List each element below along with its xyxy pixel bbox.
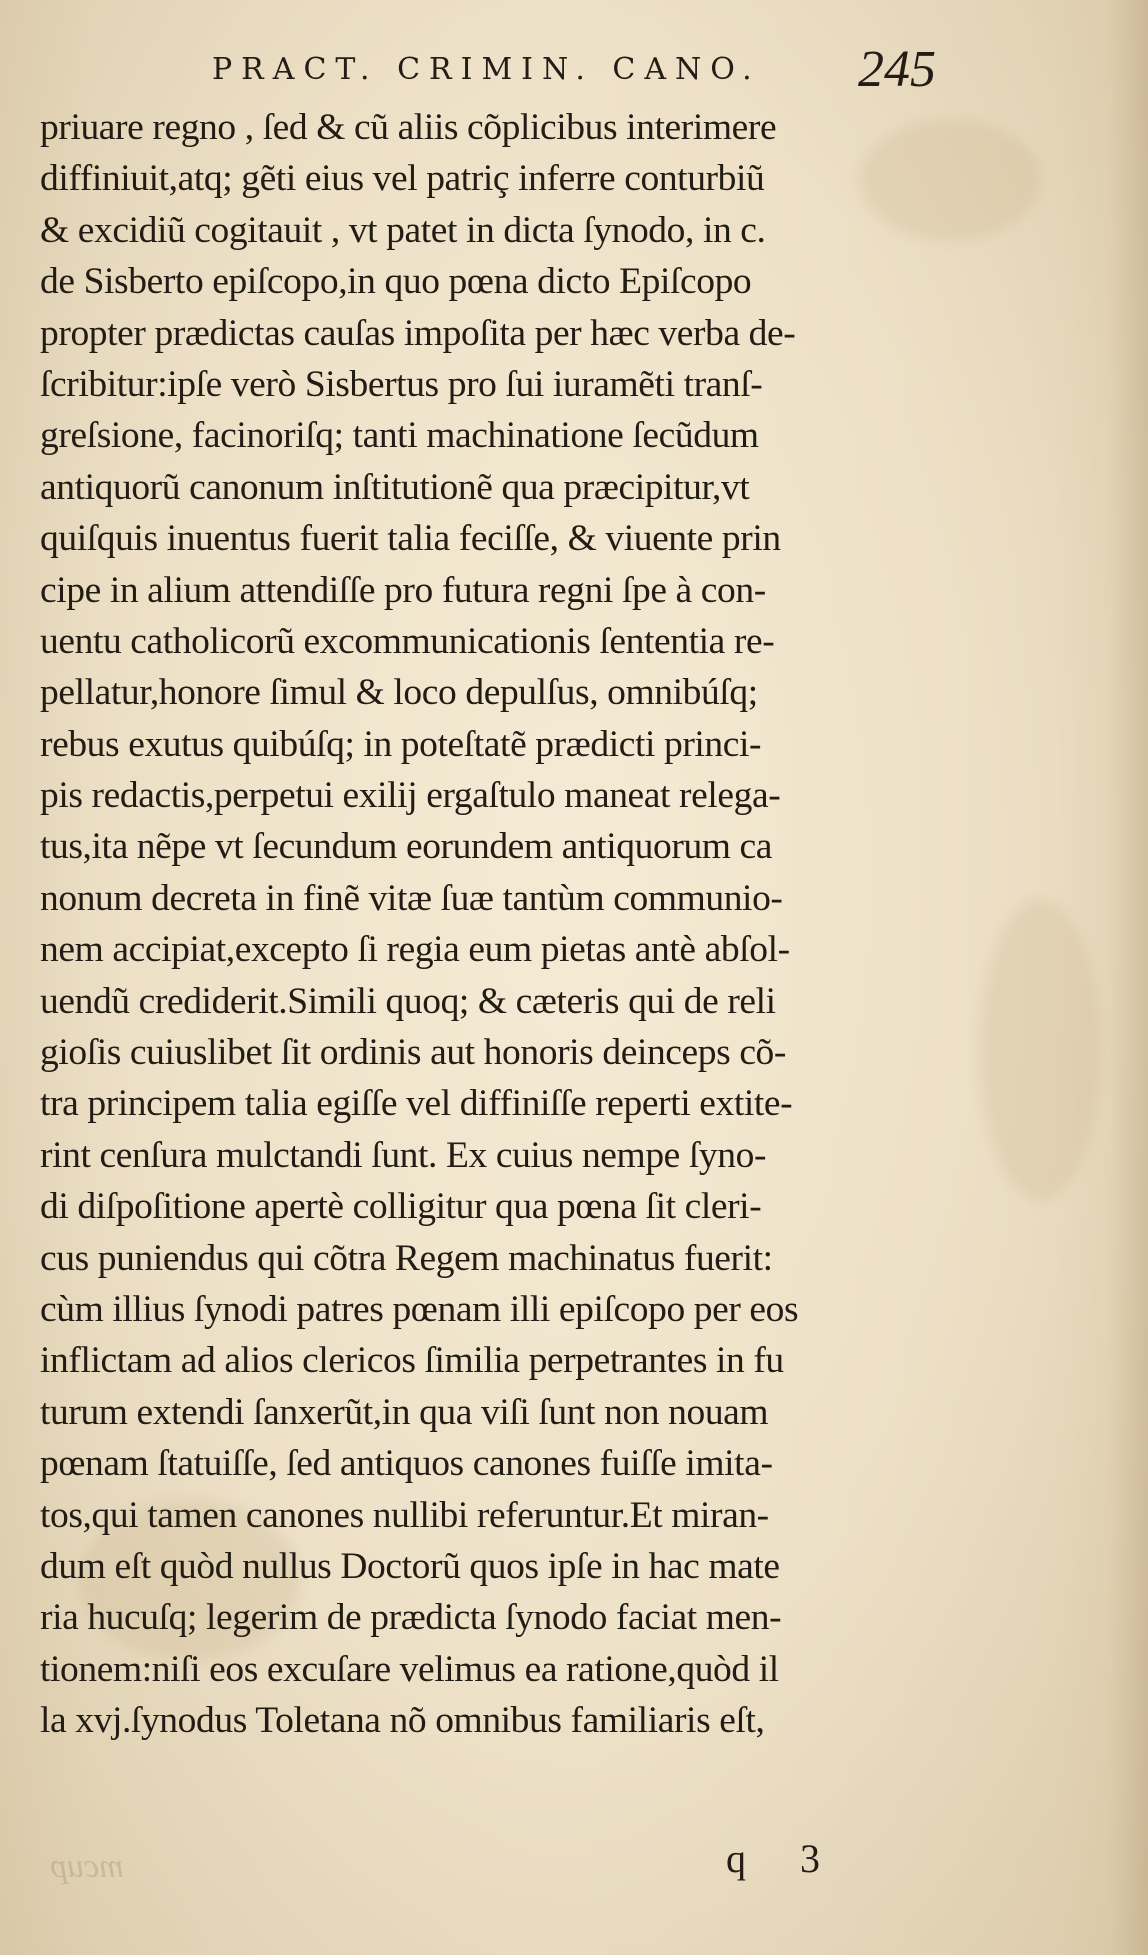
text-line: priuare regno , ſed & cũ aliis cõplicibus interimere [40, 107, 777, 148]
text-line: de Sisberto epiſcopo,in quo pœna dicto Epiſcopo [40, 261, 752, 303]
text-line: cus puniendus qui cõtra Regem machinatus fuerit: [40, 1237, 773, 1279]
text-line: antiquorũ canonum inſtitutionẽ qua præcipitur,vt [40, 466, 750, 508]
body-text [40, 102, 990, 1747]
text-line: tos,qui tamen canones nullibi referuntur.Et miran- [40, 1494, 769, 1536]
text-line: turum extendi ſanxerũt,in qua viſi ſunt non nouam [40, 1391, 769, 1433]
text-line: quiſquis inuentus fuerit talia feciſſe, & viuente prin [40, 518, 781, 560]
signature-mark: q 3 [726, 1836, 842, 1881]
text-line: uendũ crediderit.Simili quoq; & cæteris qui de reli [40, 980, 776, 1022]
text-line: tra principem talia egiſſe vel diffiniſſe reperti extite- [40, 1083, 793, 1125]
text-line: cipe in alium attendiſſe pro futura regni ſpe à con- [40, 569, 766, 611]
text-line: pellatur,honore ſimul & loco depulſus, omnibúſq; [40, 672, 758, 714]
text-line: uentu catholicorũ excommunicationis ſententia re- [40, 620, 775, 662]
running-head: PRACT. CRIMIN. CANO. [212, 52, 761, 87]
text-line: tionem:niſi eos excuſare velimus ea ratione,quòd il [40, 1648, 779, 1690]
text-line: inflictam ad alios clericos ſimilia perpetrantes in fu [40, 1340, 784, 1382]
text-line: greſsione, facinoriſq; tanti machinatione ſecũdum [40, 415, 759, 457]
text-line: rint cenſura mulctandi ſunt. Ex cuius nempe ſyno- [40, 1134, 767, 1176]
text-line: dum eſt quòd nullus Doctorũ quos ipſe in hac mate [40, 1545, 780, 1587]
text-line: di diſpoſitione apertè colligitur qua pœna ſit cleri- [40, 1186, 762, 1228]
text-line: diffiniuit,atq; gẽti eius vel patriç inferre conturbiũ [40, 158, 765, 200]
text-line: rebus exutus quibúſq; in poteſtatẽ prædicti princi- [40, 723, 762, 765]
text-line: ſcribitur:ipſe verò Sisbertus pro ſui iuramẽti tranſ- [40, 363, 763, 405]
paper-stain [980, 900, 1100, 1200]
text-line: gioſis cuiuslibet ſit ordinis aut honoris deinceps cõ- [40, 1032, 786, 1074]
page-edge-shadow [1108, 0, 1148, 1955]
text-line: pis redactis,perpetui exilij ergaſtulo maneat relega- [40, 775, 781, 817]
bleed-through-text: mcup [50, 1848, 124, 1885]
text-line: nonum decreta in finẽ vitæ ſuæ tantùm communio- [40, 877, 783, 919]
text-line: nem accipiat,excepto ſi regia eum pietas antè abſol- [40, 929, 790, 971]
page-number: 245 [858, 41, 936, 98]
text-line: propter prædictas cauſas impoſita per hæc verba de- [40, 312, 796, 354]
text-line: & excidiũ cogitauit , vt patet in dicta ſynodo, in c. [40, 209, 766, 251]
text-line: ria hucuſq; legerim de prædicta ſynodo faciat men- [40, 1597, 782, 1639]
text-line: la xvj.ſynodus Toletana nõ omnibus familiaris eſt, [40, 1700, 765, 1742]
text-line: tus,ita nẽpe vt ſecundum eorundem antiquorum ca [40, 826, 773, 868]
text-line: cùm illius ſynodi patres pœnam illi epiſcopo per eos [40, 1288, 799, 1330]
text-line: pœnam ſtatuiſſe, ſed antiquos canones fuiſſe imita- [40, 1443, 773, 1485]
